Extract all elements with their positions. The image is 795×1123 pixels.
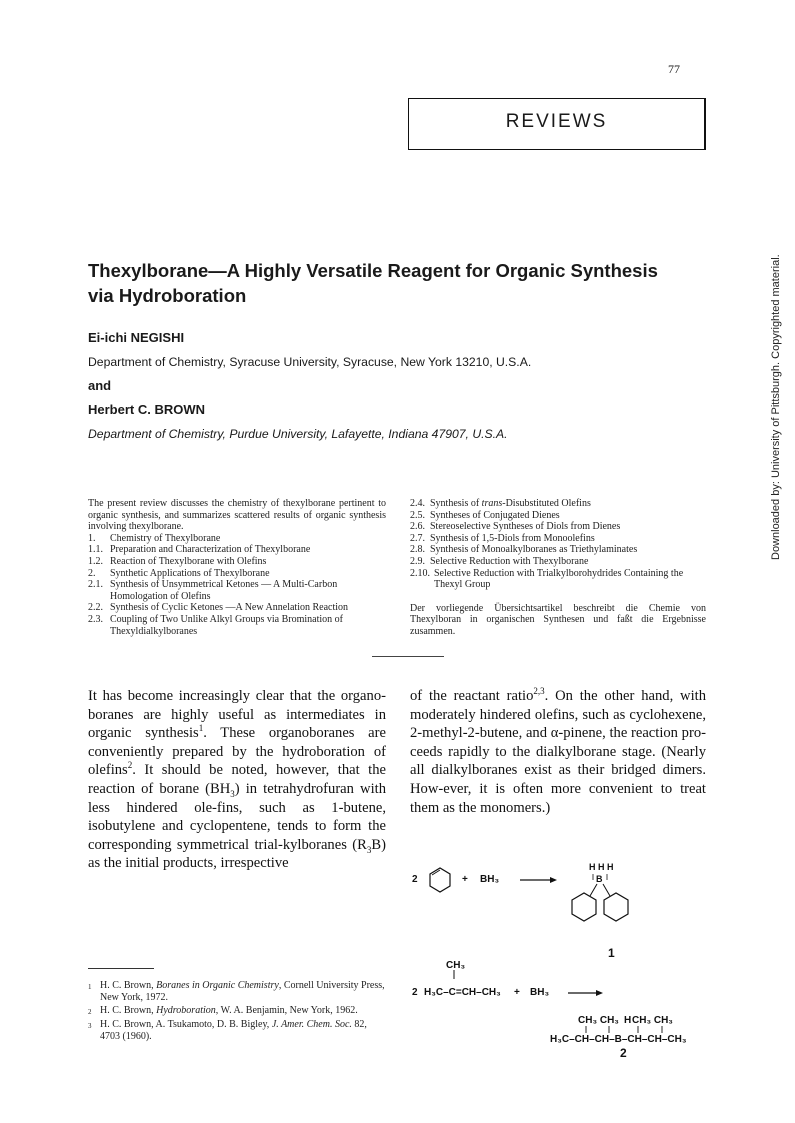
toc-item <box>410 544 706 556</box>
footnote-mark: 1 <box>88 983 92 991</box>
toc-number: 2.1. <box>88 579 103 591</box>
coefficient: 2 <box>412 987 418 998</box>
body-text: . On the other hand, with moderately hindered olefins, such as cyclohexene, 2-methyl-2-butene, and α-pinene, the reaction pro-ceeds rapidly to the dialkylborane stage. (Nearly all dialkylboranes exist as their bridged dimers. How-ever, it is often more convenient to treat them as the monomers.) <box>410 688 706 816</box>
download-watermark: Downloaded by: University of Pittsburgh. Copyrighted material. <box>770 254 782 560</box>
toc-text <box>430 533 706 545</box>
plus-sign: + <box>462 874 468 885</box>
footnote-part: H. C. Brown, <box>100 980 157 991</box>
reaction-scheme <box>400 860 720 1060</box>
body-text: It has become increasingly clear that the organo-boranes are highly useful as intermediates in organic synthesis <box>88 688 386 742</box>
author-1: Ei-ichi NEGISHI <box>88 330 185 345</box>
footnote-part: , W. A. Benjamin, New York, 1962. <box>215 1005 358 1016</box>
footnote-part: , Cornell University Press, New York, 1972. <box>100 980 385 1003</box>
toc-item <box>410 568 706 591</box>
footnote-italic: Hydroboration <box>156 1005 216 1016</box>
toc-text-part: Stereoselective Syntheses of Diols from Dienes <box>430 521 621 533</box>
toc-item <box>410 533 706 545</box>
footnote-italic: Boranes in Organic Chemistry <box>156 980 279 991</box>
footnote-part: H. C. Brown, A. Tsukamoto, D. B. Bigley, <box>100 1019 272 1030</box>
body-text: ) in tetrahydrofuran with less hindered ole-fins, such as 1-butene, isobutylene and cyclopentene, tends to form the corresponding symmetrical trial-kylboranes (R <box>88 780 386 853</box>
plus-sign: + <box>514 987 520 998</box>
citation-ref: 2 <box>127 760 133 771</box>
toc-number: 1.2. <box>88 555 103 567</box>
affiliation-1: Department of Chemistry, Syracuse University, Syracuse, New York 13210, U.S.A. <box>88 355 532 369</box>
compound-label-1: 1 <box>608 946 615 960</box>
toc-item <box>88 556 386 568</box>
title-line-1: Thexylborane—A Highly Versatile Reagent for Organic Synthesis <box>88 260 658 281</box>
toc-number: 2. <box>88 567 96 579</box>
body-text: of the reactant ratio <box>410 688 534 704</box>
toc-item <box>88 614 386 637</box>
title-line-2: via Hydroboration <box>88 285 247 306</box>
footnote-part: 82, 4703 (1960). <box>100 1019 367 1042</box>
methyl-groups-left: CH₃ CH₃ <box>578 1015 619 1026</box>
toc-item <box>88 602 386 614</box>
toc-item <box>410 521 706 533</box>
toc-item <box>88 568 386 580</box>
toc-number: 2.4. <box>410 498 425 509</box>
toc-text-part: Synthesis of 1,5-Diols from Monoolefins <box>430 532 595 544</box>
olefin-reactant: H₃C–C=CH–CH₃ <box>424 987 501 998</box>
toc-text-part: Synthesis of <box>430 498 482 509</box>
affiliation-2: Department of Chemistry, Purdue University, Lafayette, Indiana 47907, U.S.A. <box>88 427 508 441</box>
toc-text <box>430 510 706 522</box>
toc-item <box>88 533 386 545</box>
toc-item <box>88 579 386 602</box>
toc-text-part: Synthesis of Monoalkylboranes as Triethylaminates <box>430 544 638 556</box>
toc-item <box>410 498 706 510</box>
coefficient: 2 <box>412 874 418 885</box>
author-2: Herbert C. BROWN <box>88 402 206 417</box>
footnote <box>88 980 386 1004</box>
arrow-head-2 <box>596 990 603 996</box>
footnote <box>88 1005 386 1018</box>
toc-text <box>434 568 706 591</box>
footnote-mark: 3 <box>88 1022 92 1030</box>
and-connector: and <box>88 378 112 393</box>
toc-item <box>410 556 706 568</box>
footnotes <box>88 980 386 1044</box>
abstract-left-column <box>88 498 386 637</box>
body-left-column <box>88 687 386 873</box>
methyl-groups-right: CH₃ CH₃ <box>632 1015 673 1026</box>
toc-number: 2.9. <box>410 555 425 567</box>
cyclohexyl-ring-left <box>572 893 596 921</box>
bond <box>590 884 597 896</box>
toc-number: 1. <box>88 532 96 544</box>
toc-number: 2.7. <box>410 532 425 544</box>
body-text: . These organoboranes are conveniently prepared by the hydroboration of olefins <box>88 725 386 779</box>
toc-number: 1.1. <box>88 544 103 556</box>
toc-item <box>410 510 706 522</box>
body-text: . It should be noted, however, that the reaction of borane (BH <box>88 762 386 797</box>
toc-text-part: -Disubstituted Olefins <box>502 498 591 509</box>
bond <box>603 884 610 896</box>
abstract-german: Der vorliegende Übersichtsartikel beschreibt die Chemie von Thexylboran in organischen Synthesen und faßt die Ergebnisse zusammen. <box>410 602 706 637</box>
compound-label-2: 2 <box>620 1046 627 1060</box>
toc-number: 2.5. <box>410 509 425 521</box>
hydrogen-label: H <box>624 1015 632 1026</box>
toc-text-italic: trans <box>481 498 503 509</box>
footnote-text <box>100 980 386 1004</box>
footnote-text <box>100 1019 386 1043</box>
section-banner <box>408 98 706 150</box>
abstract-right-column <box>410 498 706 638</box>
citation-ref: 1 <box>198 723 204 734</box>
subscript: 3 <box>230 788 235 799</box>
toc-text: Synthesis of Cyclic Ketones —A New Annelation Reaction <box>110 602 349 614</box>
subscript: 3 <box>366 844 372 855</box>
toc-number: 2.10. <box>410 567 430 579</box>
body-text: B) as the initial products, irrespective <box>88 836 386 872</box>
article-title <box>88 258 688 308</box>
toc-text: Chemistry of Thexylborane <box>110 532 221 544</box>
borane-reagent: BH₃ <box>530 987 550 998</box>
cyclohexyl-ring-right <box>604 893 628 921</box>
toc-text: Preparation and Characterization of Thexylborane <box>110 544 311 556</box>
toc-text-part: Selective Reduction with Thexylborane <box>430 555 589 567</box>
hydrogen-labels: H H H <box>589 862 614 872</box>
footnote-rule <box>88 968 154 969</box>
toc-number: 2.6. <box>410 521 425 533</box>
toc-text-part: Syntheses of Conjugated Dienes <box>430 509 560 521</box>
toc-text <box>430 556 706 568</box>
toc-text: Coupling of Two Unlike Alkyl Groups via Bromination of Thexyldialkylboranes <box>110 613 343 637</box>
footnote-mark: 2 <box>88 1008 92 1016</box>
toc-left-list <box>88 533 386 637</box>
toc-text: Synthetic Applications of Thexylborane <box>110 567 270 579</box>
toc-text: Reaction of Thexylborane with Olefins <box>110 555 267 567</box>
toc-number: 2.3. <box>88 613 103 625</box>
page-number: 77 <box>668 62 680 76</box>
borane-reagent: BH₃ <box>480 874 500 885</box>
section-label: REVIEWS <box>505 111 608 132</box>
toc-text-part: Selective Reduction with Trialkylborohydrides Containing the Thexyl Group <box>434 567 684 591</box>
abstract-intro: The present review discusses the chemistry of thexylborane pertinent to organic synthesis, and summarizes scattered results of organic synthesis involving thexylborane. <box>88 498 386 533</box>
section-divider <box>372 656 444 657</box>
toc-right-list <box>410 498 706 591</box>
cyclohexene-ring <box>430 868 450 892</box>
footnote <box>88 1019 386 1043</box>
footnote-italic: J. Amer. Chem. Soc. <box>271 1019 352 1030</box>
dialkylborane-product: H₃C–CH–CH–B–CH–CH–CH₃ <box>550 1034 687 1045</box>
toc-text <box>430 544 706 556</box>
footnote-part: H. C. Brown, <box>100 1005 157 1016</box>
citation-ref: 2,3 <box>533 686 545 697</box>
footnote-text <box>100 1005 358 1018</box>
boron-atom: B <box>596 874 603 884</box>
arrow-head-1 <box>550 877 557 883</box>
toc-text: Synthesis of Unsymmetrical Ketones — A Multi-Carbon Homologation of Olefins <box>110 579 338 602</box>
toc-text <box>430 521 706 533</box>
toc-text <box>430 498 706 510</box>
toc-number: 2.2. <box>88 602 103 614</box>
toc-number: 2.8. <box>410 544 425 556</box>
methyl-group: CH₃ <box>446 960 466 971</box>
body-right-column <box>410 687 706 817</box>
toc-item <box>88 544 386 556</box>
